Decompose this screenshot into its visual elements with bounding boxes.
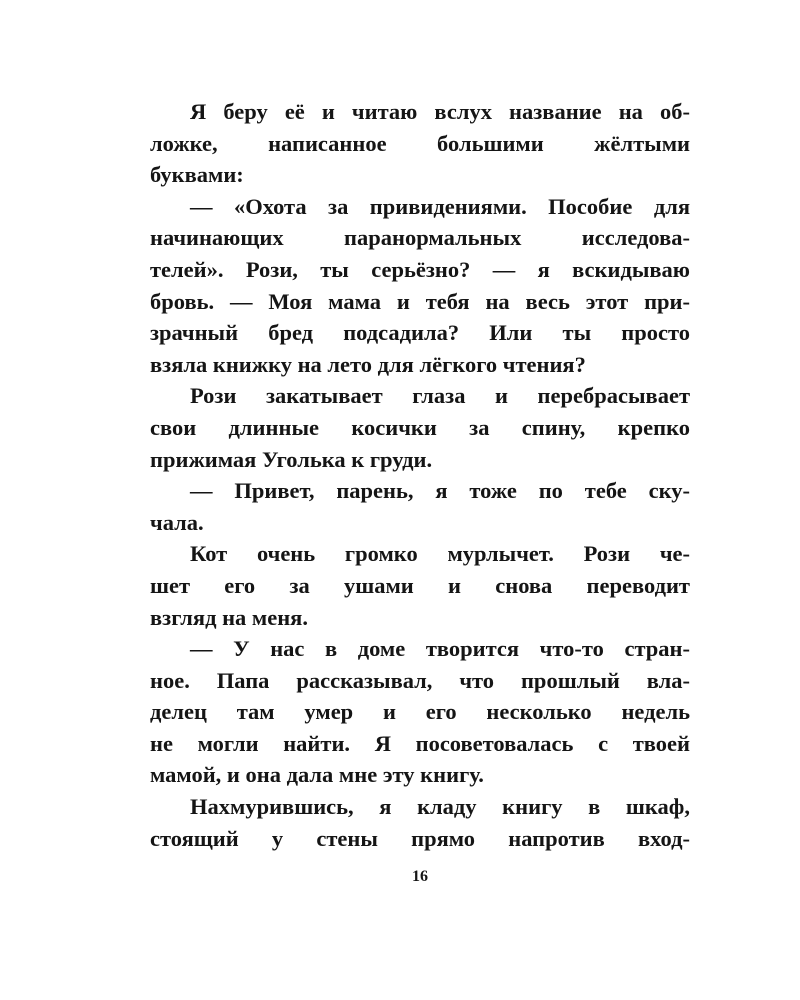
text-line: бровь. — Моя мама и тебя на весь этот при-: [150, 288, 690, 314]
paragraph: [150, 475, 690, 538]
text-line: свои длинные косички за спину, крепко: [150, 414, 690, 440]
text-line: телей». Рози, ты серьёзно? — я вскидываю: [150, 256, 690, 282]
text-line: прижимая Уголька к груди.: [150, 446, 433, 472]
paragraph: [150, 633, 690, 791]
text-line: делец там умер и его несколько недель: [150, 699, 690, 725]
text-line: ное. Папа рассказывал, что прошлый вла-: [150, 667, 690, 693]
text-line: зрачный бред подсадила? Или ты просто: [150, 320, 690, 346]
text-line: Нахмурившись, я кладу книгу в шкаф,: [190, 794, 690, 820]
paragraph: [150, 191, 690, 381]
paragraph: [150, 791, 690, 854]
text-line: чала.: [150, 509, 204, 535]
text-line: ложке, написанное большими жёлтыми: [150, 130, 690, 156]
paragraph: [150, 380, 690, 475]
text-block: [150, 96, 690, 854]
text-line: Я беру её и читаю вслух название на об-: [190, 99, 690, 124]
text-line: — «Охота за привидениями. Пособие для: [190, 193, 690, 219]
text-line: — У нас в доме творится что-то стран-: [190, 636, 690, 662]
text-line: начинающих паранормальных исследова-: [150, 225, 690, 251]
text-line: Кот очень громко мурлычет. Рози че-: [190, 541, 690, 567]
text-line: взяла книжку на лето для лёгкого чтения?: [150, 351, 586, 377]
text-line: Рози закатывает глаза и перебрасывает: [190, 383, 690, 409]
text-line: буквами:: [150, 162, 244, 188]
text-line: не могли найти. Я посоветовалась с твоей: [150, 730, 690, 756]
page-number: 16: [412, 868, 428, 885]
text-line: — Привет, парень, я тоже по тебе ску-: [190, 478, 690, 504]
paragraph: [150, 96, 690, 191]
text-line: шет его за ушами и снова переводит: [150, 572, 690, 598]
text-line: взгляд на меня.: [150, 604, 308, 630]
text-line: мамой, и она дала мне эту книгу.: [150, 762, 484, 788]
paragraph: [150, 538, 690, 633]
text-line: стоящий у стены прямо напротив вход-: [150, 825, 690, 851]
